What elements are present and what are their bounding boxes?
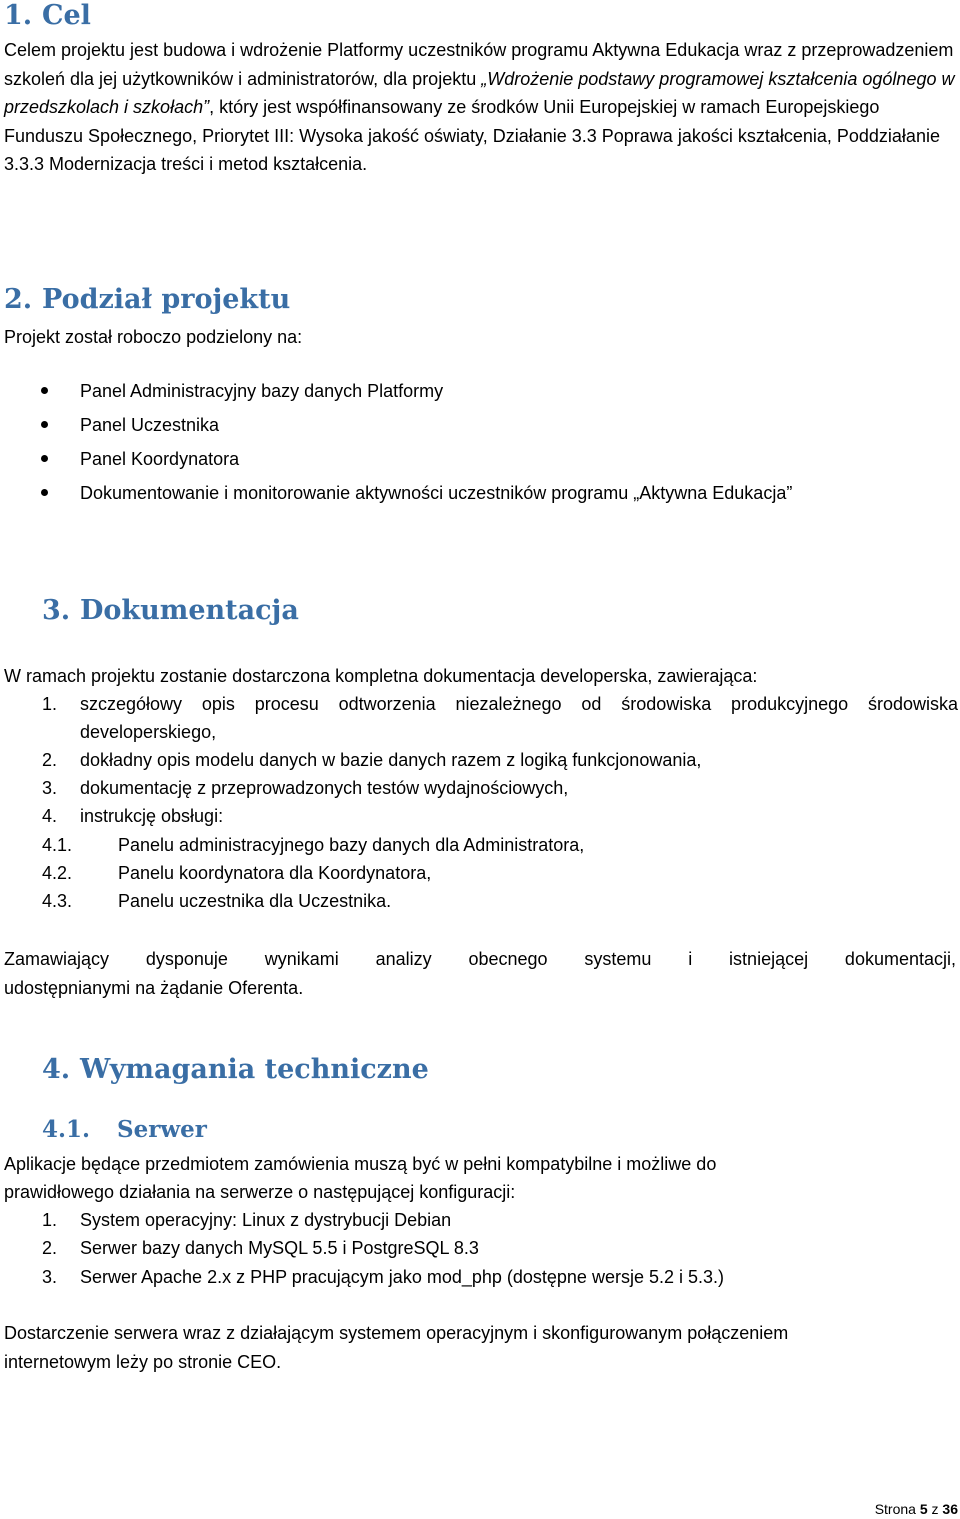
list-number: 4.	[42, 806, 58, 826]
list-item: Panel Uczestnika	[80, 415, 220, 435]
list-item: System operacyjny: Linux z dystrybucji Debian	[80, 1210, 452, 1230]
heading-number: 4.1.	[42, 1116, 91, 1143]
heading-dokumentacja	[42, 597, 299, 624]
bullet-icon	[41, 455, 48, 462]
dokumentacja-intro: W ramach projektu zostanie dostarczona kompletna dokumentacja developerska, zawierająca:	[4, 666, 758, 686]
list-number: 1.	[42, 694, 58, 714]
sublist-number: 4.3.	[42, 891, 73, 911]
bullet-icon	[41, 387, 48, 394]
heading-title: Cel	[42, 0, 91, 31]
heading-wymagania	[42, 1056, 429, 1083]
sublist-number: 4.2.	[42, 863, 73, 883]
list-item: instrukcję obsługi:	[80, 806, 224, 826]
heading-serwer	[42, 1118, 207, 1141]
list-number: 1.	[42, 1210, 58, 1230]
list-item: Serwer Apache 2.x z PHP pracującym jako mod_php (dostępne wersje 5.2 i 5.3.)	[80, 1267, 725, 1287]
list-number: 2.	[42, 1238, 58, 1258]
dokumentacja-closing-line1: Zamawiający dysponuje wynikami analizy obecnego systemu i istniejącej dokumentacji,	[4, 949, 956, 969]
sublist-item: Panelu koordynatora dla Koordynatora,	[118, 863, 432, 883]
list-item: szczegółowy opis procesu odtworzenia niezależnego od środowiska produkcyjnego środowiska developerskiego,	[80, 694, 958, 742]
list-number: 3.	[42, 778, 58, 798]
heading-title: Serwer	[117, 1116, 207, 1143]
project-name-italic: „Wdrożenie podstawy programowej kształcenia ogólnego w przedszkolach i szkołach”	[4, 68, 955, 117]
footer-total-pages: 36	[942, 1501, 958, 1517]
paragraph-cel	[4, 36, 956, 179]
serwer-closing-line1: Dostarczenie serwera wraz z działającym systemem operacyjnym i skonfigurowanym połączeniem	[4, 1323, 789, 1343]
list-item: Panel Koordynatora	[80, 449, 240, 469]
footer-current-page: 5	[919, 1501, 928, 1517]
heading-number: 3.	[42, 595, 71, 626]
heading-number: 2.	[4, 284, 33, 315]
footer-label: Strona	[874, 1501, 916, 1517]
list-item: dokumentację z przeprowadzonych testów wydajnościowych,	[80, 778, 569, 798]
bullet-icon	[41, 421, 48, 428]
list-item: dokładny opis modelu danych w bazie danych razem z logiką funkcjonowania,	[80, 750, 702, 770]
sublist-item: Panelu administracyjnego bazy danych dla Administratora,	[118, 835, 585, 855]
footer-of: z	[931, 1501, 939, 1517]
heading-number: 4.	[42, 1054, 71, 1085]
dokumentacja-closing-line2: udostępnianymi na żądanie Oferenta.	[4, 978, 304, 998]
page-number-footer	[875, 1500, 958, 1518]
sublist-item: Panelu uczestnika dla Uczestnika.	[118, 891, 392, 911]
heading-title: Wymagania techniczne	[80, 1054, 429, 1085]
serwer-intro-line2: prawidłowego działania na serwerze o następującej konfiguracji:	[4, 1182, 516, 1202]
bullet-icon	[41, 489, 48, 496]
sublist-number: 4.1.	[42, 835, 73, 855]
heading-podzial	[4, 286, 290, 313]
serwer-intro-line1: Aplikacje będące przedmiotem zamówienia muszą być w pełni kompatybilne i możliwe do	[4, 1154, 717, 1174]
heading-title: Dokumentacja	[80, 595, 299, 626]
list-item: Dokumentowanie i monitorowanie aktywności uczestników programu „Aktywna Edukacja”	[80, 483, 793, 503]
list-item: Serwer bazy danych MySQL 5.5 i PostgreSQL 8.3	[80, 1238, 479, 1258]
podzial-intro: Projekt został roboczo podzielony na:	[4, 327, 303, 347]
heading-number: 1.	[4, 0, 33, 31]
cel-text-part1: Celem projektu jest budowa i wdrożenie Platformy uczestników programu Aktywna Edukacja wraz z przeprowadzeniem szkoleń dla jej użytkowników i administratorów, dla projektu	[4, 40, 954, 89]
cel-text-part2: , który jest współfinansowany ze środków Unii Europejskiej w ramach Europejskiego Funduszu Społecznego, Priorytet III: Wysoka jakość oświaty, Działanie 3.3 Poprawa jakości kształcenia, Poddziałanie 3.3.3 Modernizacja treści i metod kształcenia.	[4, 97, 940, 174]
list-number: 2.	[42, 750, 58, 770]
serwer-closing-line2: internetowym leży po stronie CEO.	[4, 1352, 282, 1372]
heading-title: Podział projektu	[42, 284, 291, 315]
heading-cel	[4, 2, 91, 29]
list-number: 3.	[42, 1267, 58, 1287]
list-item: Panel Administracyjny bazy danych Platformy	[80, 381, 444, 401]
